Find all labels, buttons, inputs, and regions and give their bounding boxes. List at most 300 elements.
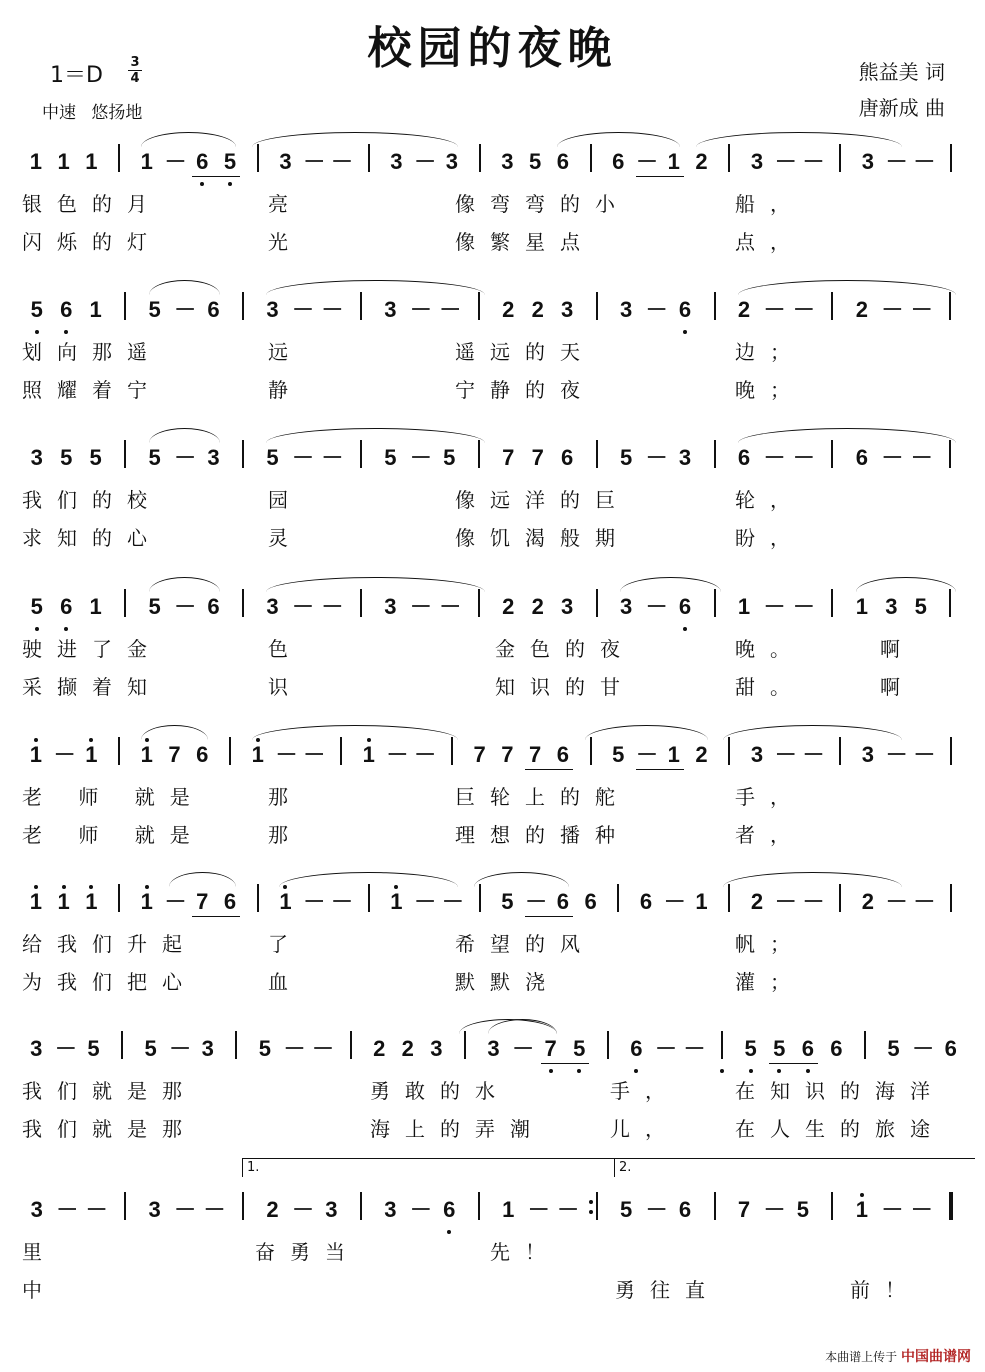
lyric-segment: 遥远的天 xyxy=(455,340,595,364)
note: 3 xyxy=(30,1036,43,1061)
eighth-underline xyxy=(192,916,240,917)
note: 1 xyxy=(667,149,680,174)
note: 5 xyxy=(501,889,514,914)
lyric-line xyxy=(0,1236,985,1266)
note: 6 xyxy=(678,594,692,619)
note: － xyxy=(169,1036,192,1061)
lyric-segment: 了 xyxy=(268,932,288,956)
note: － xyxy=(409,445,432,470)
high-octave-dot xyxy=(145,885,149,889)
note: 3 xyxy=(501,149,514,174)
note: － xyxy=(645,1197,668,1222)
note: 5 xyxy=(773,1036,786,1061)
note: 6 xyxy=(60,297,73,322)
note: － xyxy=(636,149,659,174)
note: － xyxy=(291,594,314,619)
lyric-segment: 中 xyxy=(22,1278,42,1302)
lyric-segment: 照耀着宁 xyxy=(22,378,162,402)
note: 6 xyxy=(944,1036,957,1061)
note: 3 xyxy=(279,149,292,174)
lyric-segment: 园 xyxy=(268,488,288,512)
note: － xyxy=(441,889,464,914)
lyricist-credit: 熊益美 词 xyxy=(858,60,945,84)
barline xyxy=(340,737,342,765)
lyric-segment: 宁静的夜 xyxy=(455,378,595,402)
note: 3 xyxy=(430,1036,443,1061)
note: － xyxy=(275,742,298,767)
note: 3 xyxy=(148,1197,161,1222)
barline xyxy=(714,1192,716,1220)
note: － xyxy=(913,149,936,174)
score-system xyxy=(0,1188,985,1348)
eighth-underline xyxy=(636,769,684,770)
lyric-segment: 像饥渴般期 xyxy=(455,526,630,550)
lyric-segment: 灵 xyxy=(268,526,288,550)
note-line xyxy=(0,436,985,486)
note: 3 xyxy=(207,445,220,470)
barline xyxy=(360,440,362,468)
lyric-segment: 轮， xyxy=(735,488,805,512)
repeat-dot xyxy=(589,1210,593,1214)
note: － xyxy=(53,742,76,767)
lyric-segment: 在人生的旅途 xyxy=(735,1117,945,1141)
note: 6 xyxy=(630,1036,643,1061)
barline xyxy=(950,884,952,912)
note: － xyxy=(881,445,904,470)
note: 5 xyxy=(30,297,43,322)
note: － xyxy=(174,594,197,619)
barline xyxy=(242,440,244,468)
lyric-segment: 晚。 xyxy=(735,637,805,661)
note: 6 xyxy=(855,445,868,470)
eighth-underline xyxy=(541,1063,590,1064)
note: 3 xyxy=(619,297,633,322)
note: 3 xyxy=(619,594,633,619)
barline xyxy=(949,1192,953,1220)
volta-second-ending: 2. xyxy=(614,1158,975,1177)
eighth-underline xyxy=(525,769,573,770)
lyric-line xyxy=(0,1075,985,1105)
note: － xyxy=(763,445,786,470)
note: 1 xyxy=(29,149,42,174)
note: 2 xyxy=(502,297,515,322)
lyric-segment: 灌； xyxy=(735,970,805,994)
note: 7 xyxy=(196,889,209,914)
note: 2 xyxy=(373,1036,386,1061)
note: － xyxy=(291,1197,314,1222)
lyric-line xyxy=(0,1113,985,1143)
note: 6 xyxy=(584,889,597,914)
lyric-segment: 海上的弄潮 xyxy=(370,1117,545,1141)
barline xyxy=(124,440,126,468)
note: － xyxy=(203,1197,226,1222)
note: 6 xyxy=(207,594,220,619)
note: 1 xyxy=(667,742,680,767)
note: － xyxy=(802,889,825,914)
barline xyxy=(831,1192,833,1220)
lyric-segment: 给我们升起 xyxy=(22,932,197,956)
barline xyxy=(350,1031,352,1059)
note: 6 xyxy=(196,742,209,767)
low-octave-dot xyxy=(447,1230,451,1234)
low-octave-dot xyxy=(806,1069,810,1073)
note: 1 xyxy=(695,889,708,914)
footer-text: 本曲谱上传于 xyxy=(825,1350,898,1364)
note: 1 xyxy=(29,742,42,767)
low-octave-dot xyxy=(577,1069,581,1073)
low-octave-dot xyxy=(64,627,68,631)
lyric-segment: 手， xyxy=(610,1079,680,1103)
barline xyxy=(121,1031,123,1059)
barline xyxy=(728,884,730,912)
note: 1 xyxy=(140,889,153,914)
lyric-segment: 甜。 xyxy=(735,675,805,699)
note: 5 xyxy=(223,149,237,174)
note: 2 xyxy=(750,889,764,914)
note-line xyxy=(0,880,985,930)
repeat-dot xyxy=(589,1200,593,1204)
note: － xyxy=(414,742,437,767)
note: － xyxy=(54,1036,77,1061)
barline xyxy=(617,884,619,912)
lyric-segment: 者， xyxy=(735,823,805,847)
barline xyxy=(714,292,716,320)
barline xyxy=(479,884,481,912)
note: 6 xyxy=(678,297,692,322)
lyric-segment: 前！ xyxy=(850,1278,920,1302)
lyric-line xyxy=(0,188,985,218)
note: － xyxy=(164,149,187,174)
note: － xyxy=(792,445,815,470)
barline xyxy=(229,737,231,765)
note: 5 xyxy=(89,445,102,470)
lyric-segment: 巨轮上的舵 xyxy=(455,785,630,809)
lyric-segment: 在知识的海洋 xyxy=(735,1079,945,1103)
note: － xyxy=(409,1197,432,1222)
lyric-line xyxy=(0,1274,985,1304)
note: 7 xyxy=(528,742,542,767)
note: 3 xyxy=(750,149,764,174)
note: 6 xyxy=(207,297,220,322)
note: － xyxy=(881,297,904,322)
note: － xyxy=(763,297,786,322)
note: － xyxy=(330,149,353,174)
lyric-segment: 晚； xyxy=(735,378,805,402)
note: － xyxy=(802,149,825,174)
score-system xyxy=(0,436,985,596)
note: － xyxy=(174,1197,197,1222)
lyric-line xyxy=(0,781,985,811)
note: 3 xyxy=(201,1036,214,1061)
tie-slur xyxy=(141,132,236,147)
barline xyxy=(864,1031,866,1059)
note: 7 xyxy=(737,1197,751,1222)
note: － xyxy=(885,149,908,174)
barline xyxy=(596,589,598,617)
lyric-segment: 那 xyxy=(268,785,288,809)
note: 6 xyxy=(556,889,569,914)
lyric-segment: 勇敢的水 xyxy=(370,1079,510,1103)
barline xyxy=(596,1192,598,1220)
barline xyxy=(368,884,370,912)
note: － xyxy=(636,742,659,767)
note: － xyxy=(409,594,432,619)
low-octave-dot xyxy=(634,1069,638,1073)
lyric-segment: 像远洋的巨 xyxy=(455,488,630,512)
note: － xyxy=(913,742,936,767)
lyric-segment: 血 xyxy=(268,970,288,994)
volta-first-ending: 1. xyxy=(242,1158,619,1177)
note: － xyxy=(439,594,462,619)
note: 1 xyxy=(855,1197,868,1222)
barline xyxy=(124,589,126,617)
lyric-line xyxy=(0,336,985,366)
lyric-segment: 识 xyxy=(268,675,288,699)
site-logo: 中国曲谱网 xyxy=(901,1349,971,1365)
barline xyxy=(257,144,259,172)
song-title: 校园的夜晚 xyxy=(367,23,618,74)
note: 5 xyxy=(744,1036,757,1061)
note: 3 xyxy=(266,297,279,322)
barline xyxy=(839,144,841,172)
note: － xyxy=(291,297,314,322)
lyric-segment: 点， xyxy=(735,230,805,254)
note: 3 xyxy=(30,1197,43,1222)
note: 2 xyxy=(861,889,875,914)
note: 3 xyxy=(390,149,403,174)
lyric-line xyxy=(0,928,985,958)
lyric-segment: 知识的甘 xyxy=(495,675,635,699)
barline xyxy=(118,884,120,912)
note: － xyxy=(439,297,462,322)
note: 3 xyxy=(885,594,898,619)
note: 5 xyxy=(443,445,456,470)
barline xyxy=(118,144,120,172)
lyric-segment: 驶进了金 xyxy=(22,637,162,661)
note: 5 xyxy=(258,1036,272,1061)
note: － xyxy=(321,594,344,619)
high-octave-dot xyxy=(34,738,38,742)
note: 5 xyxy=(144,1036,157,1061)
barline xyxy=(728,144,730,172)
lyric-line xyxy=(0,374,985,404)
note: 5 xyxy=(148,297,161,322)
note: － xyxy=(414,889,437,914)
barline xyxy=(368,144,370,172)
note: 1 xyxy=(85,889,98,914)
lyric-segment: 老 师 就是 xyxy=(22,785,205,809)
barline xyxy=(728,737,730,765)
barline xyxy=(451,737,453,765)
lyric-segment: 盼， xyxy=(735,526,805,550)
note-line xyxy=(0,1027,985,1077)
lyric-segment: 老 师 就是 xyxy=(22,823,205,847)
note: － xyxy=(663,889,686,914)
note: 5 xyxy=(887,1036,900,1061)
low-octave-dot xyxy=(549,1069,553,1073)
barline xyxy=(596,440,598,468)
note: 3 xyxy=(325,1197,338,1222)
note: － xyxy=(774,889,797,914)
note: 5 xyxy=(612,742,625,767)
lyric-segment: 远 xyxy=(268,340,288,364)
barline xyxy=(950,144,952,172)
note: 6 xyxy=(678,1197,692,1222)
low-octave-dot xyxy=(777,1069,781,1073)
note: － xyxy=(774,742,797,767)
note: 5 xyxy=(619,1197,633,1222)
note: 2 xyxy=(737,297,751,322)
note: 5 xyxy=(87,1036,100,1061)
note-line xyxy=(0,585,985,635)
barline xyxy=(124,1192,126,1220)
lyric-segment: 边； xyxy=(735,340,805,364)
note: 2 xyxy=(695,742,708,767)
note: － xyxy=(174,445,197,470)
note: 3 xyxy=(561,594,574,619)
barline xyxy=(478,589,480,617)
low-octave-dot xyxy=(35,330,39,334)
note: － xyxy=(291,445,314,470)
note: － xyxy=(527,1197,550,1222)
lyric-segment: 手， xyxy=(735,785,805,809)
eighth-underline xyxy=(525,916,573,917)
note: 3 xyxy=(487,1036,500,1061)
note: 5 xyxy=(914,594,927,619)
lyric-segment: 先！ xyxy=(490,1240,560,1264)
note: 1 xyxy=(85,742,98,767)
tempo-marking: 中速 悠扬地 xyxy=(42,103,143,123)
note: － xyxy=(912,1036,935,1061)
note: 7 xyxy=(473,742,486,767)
tie-slur xyxy=(252,132,458,147)
note-line xyxy=(0,733,985,783)
barline xyxy=(721,1031,723,1059)
note: 1 xyxy=(89,297,102,322)
note: 1 xyxy=(502,1197,515,1222)
barline xyxy=(607,1031,609,1059)
note: － xyxy=(792,297,815,322)
tie-slur xyxy=(557,132,680,147)
lyric-segment: 亮 xyxy=(268,192,288,216)
barline xyxy=(950,737,952,765)
barline xyxy=(949,589,951,617)
note: 1 xyxy=(251,742,264,767)
barline xyxy=(949,440,951,468)
lyric-segment: 儿， xyxy=(610,1117,680,1141)
note: 3 xyxy=(861,742,875,767)
tie-slur xyxy=(696,132,902,147)
low-octave-dot xyxy=(228,182,232,186)
note: 6 xyxy=(443,1197,456,1222)
lyric-segment: 理想的播种 xyxy=(455,823,630,847)
note: － xyxy=(321,445,344,470)
barline xyxy=(257,884,259,912)
note: － xyxy=(303,742,326,767)
note: 1 xyxy=(390,889,403,914)
barline xyxy=(714,440,716,468)
note: 6 xyxy=(737,445,751,470)
score-system xyxy=(0,733,985,893)
barline xyxy=(596,292,598,320)
lyric-line xyxy=(0,226,985,256)
note: 5 xyxy=(619,445,633,470)
note: 2 xyxy=(695,149,708,174)
note: － xyxy=(885,742,908,767)
lyric-line xyxy=(0,671,985,701)
note: － xyxy=(763,594,786,619)
note: 1 xyxy=(85,149,98,174)
note: － xyxy=(645,297,668,322)
note: 3 xyxy=(266,594,279,619)
lyric-segment: 划向那遥 xyxy=(22,340,162,364)
barline xyxy=(118,737,120,765)
note: 1 xyxy=(140,149,153,174)
barline xyxy=(242,292,244,320)
note: 7 xyxy=(544,1036,557,1061)
lyric-segment: 色 xyxy=(268,637,288,661)
lyric-line xyxy=(0,633,985,663)
score-system xyxy=(0,880,985,1040)
barline xyxy=(831,440,833,468)
note: 6 xyxy=(639,889,653,914)
lyric-segment: 奋勇当 xyxy=(255,1240,360,1264)
lyric-segment: 啊 xyxy=(880,675,900,699)
note: 1 xyxy=(57,889,70,914)
score-system xyxy=(0,288,985,448)
note: － xyxy=(910,445,933,470)
note: 5 xyxy=(384,445,397,470)
note: － xyxy=(386,742,409,767)
low-octave-dot xyxy=(35,627,39,631)
note: 2 xyxy=(502,594,515,619)
note: － xyxy=(174,297,197,322)
lyric-segment: 我们的校 xyxy=(22,488,162,512)
barline xyxy=(478,1192,480,1220)
note: 3 xyxy=(861,149,875,174)
note: 6 xyxy=(561,445,574,470)
footer-credit xyxy=(825,1346,971,1366)
low-octave-dot xyxy=(683,330,687,334)
note: － xyxy=(312,1036,335,1061)
lyric-segment: 为我们把心 xyxy=(22,970,197,994)
note: 6 xyxy=(830,1036,843,1061)
lyric-segment: 船， xyxy=(735,192,805,216)
note: － xyxy=(774,149,797,174)
note: － xyxy=(910,297,933,322)
note: 3 xyxy=(561,297,574,322)
lyric-segment: 求知的心 xyxy=(22,526,162,550)
note: 1 xyxy=(140,742,153,767)
barline xyxy=(360,1192,362,1220)
note: 2 xyxy=(401,1036,414,1061)
lyric-segment: 帆； xyxy=(735,932,805,956)
note: 5 xyxy=(148,445,161,470)
note: 3 xyxy=(678,445,692,470)
barline xyxy=(479,144,481,172)
note: 5 xyxy=(30,594,43,619)
barline xyxy=(124,292,126,320)
note: 5 xyxy=(573,1036,586,1061)
lyric-segment: 啊 xyxy=(880,637,900,661)
note: 1 xyxy=(855,594,868,619)
barline xyxy=(242,589,244,617)
note: － xyxy=(321,297,344,322)
note: － xyxy=(802,742,825,767)
lyric-line xyxy=(0,522,985,552)
lyric-segment: 我们就是那 xyxy=(22,1117,197,1141)
note: 7 xyxy=(501,742,514,767)
